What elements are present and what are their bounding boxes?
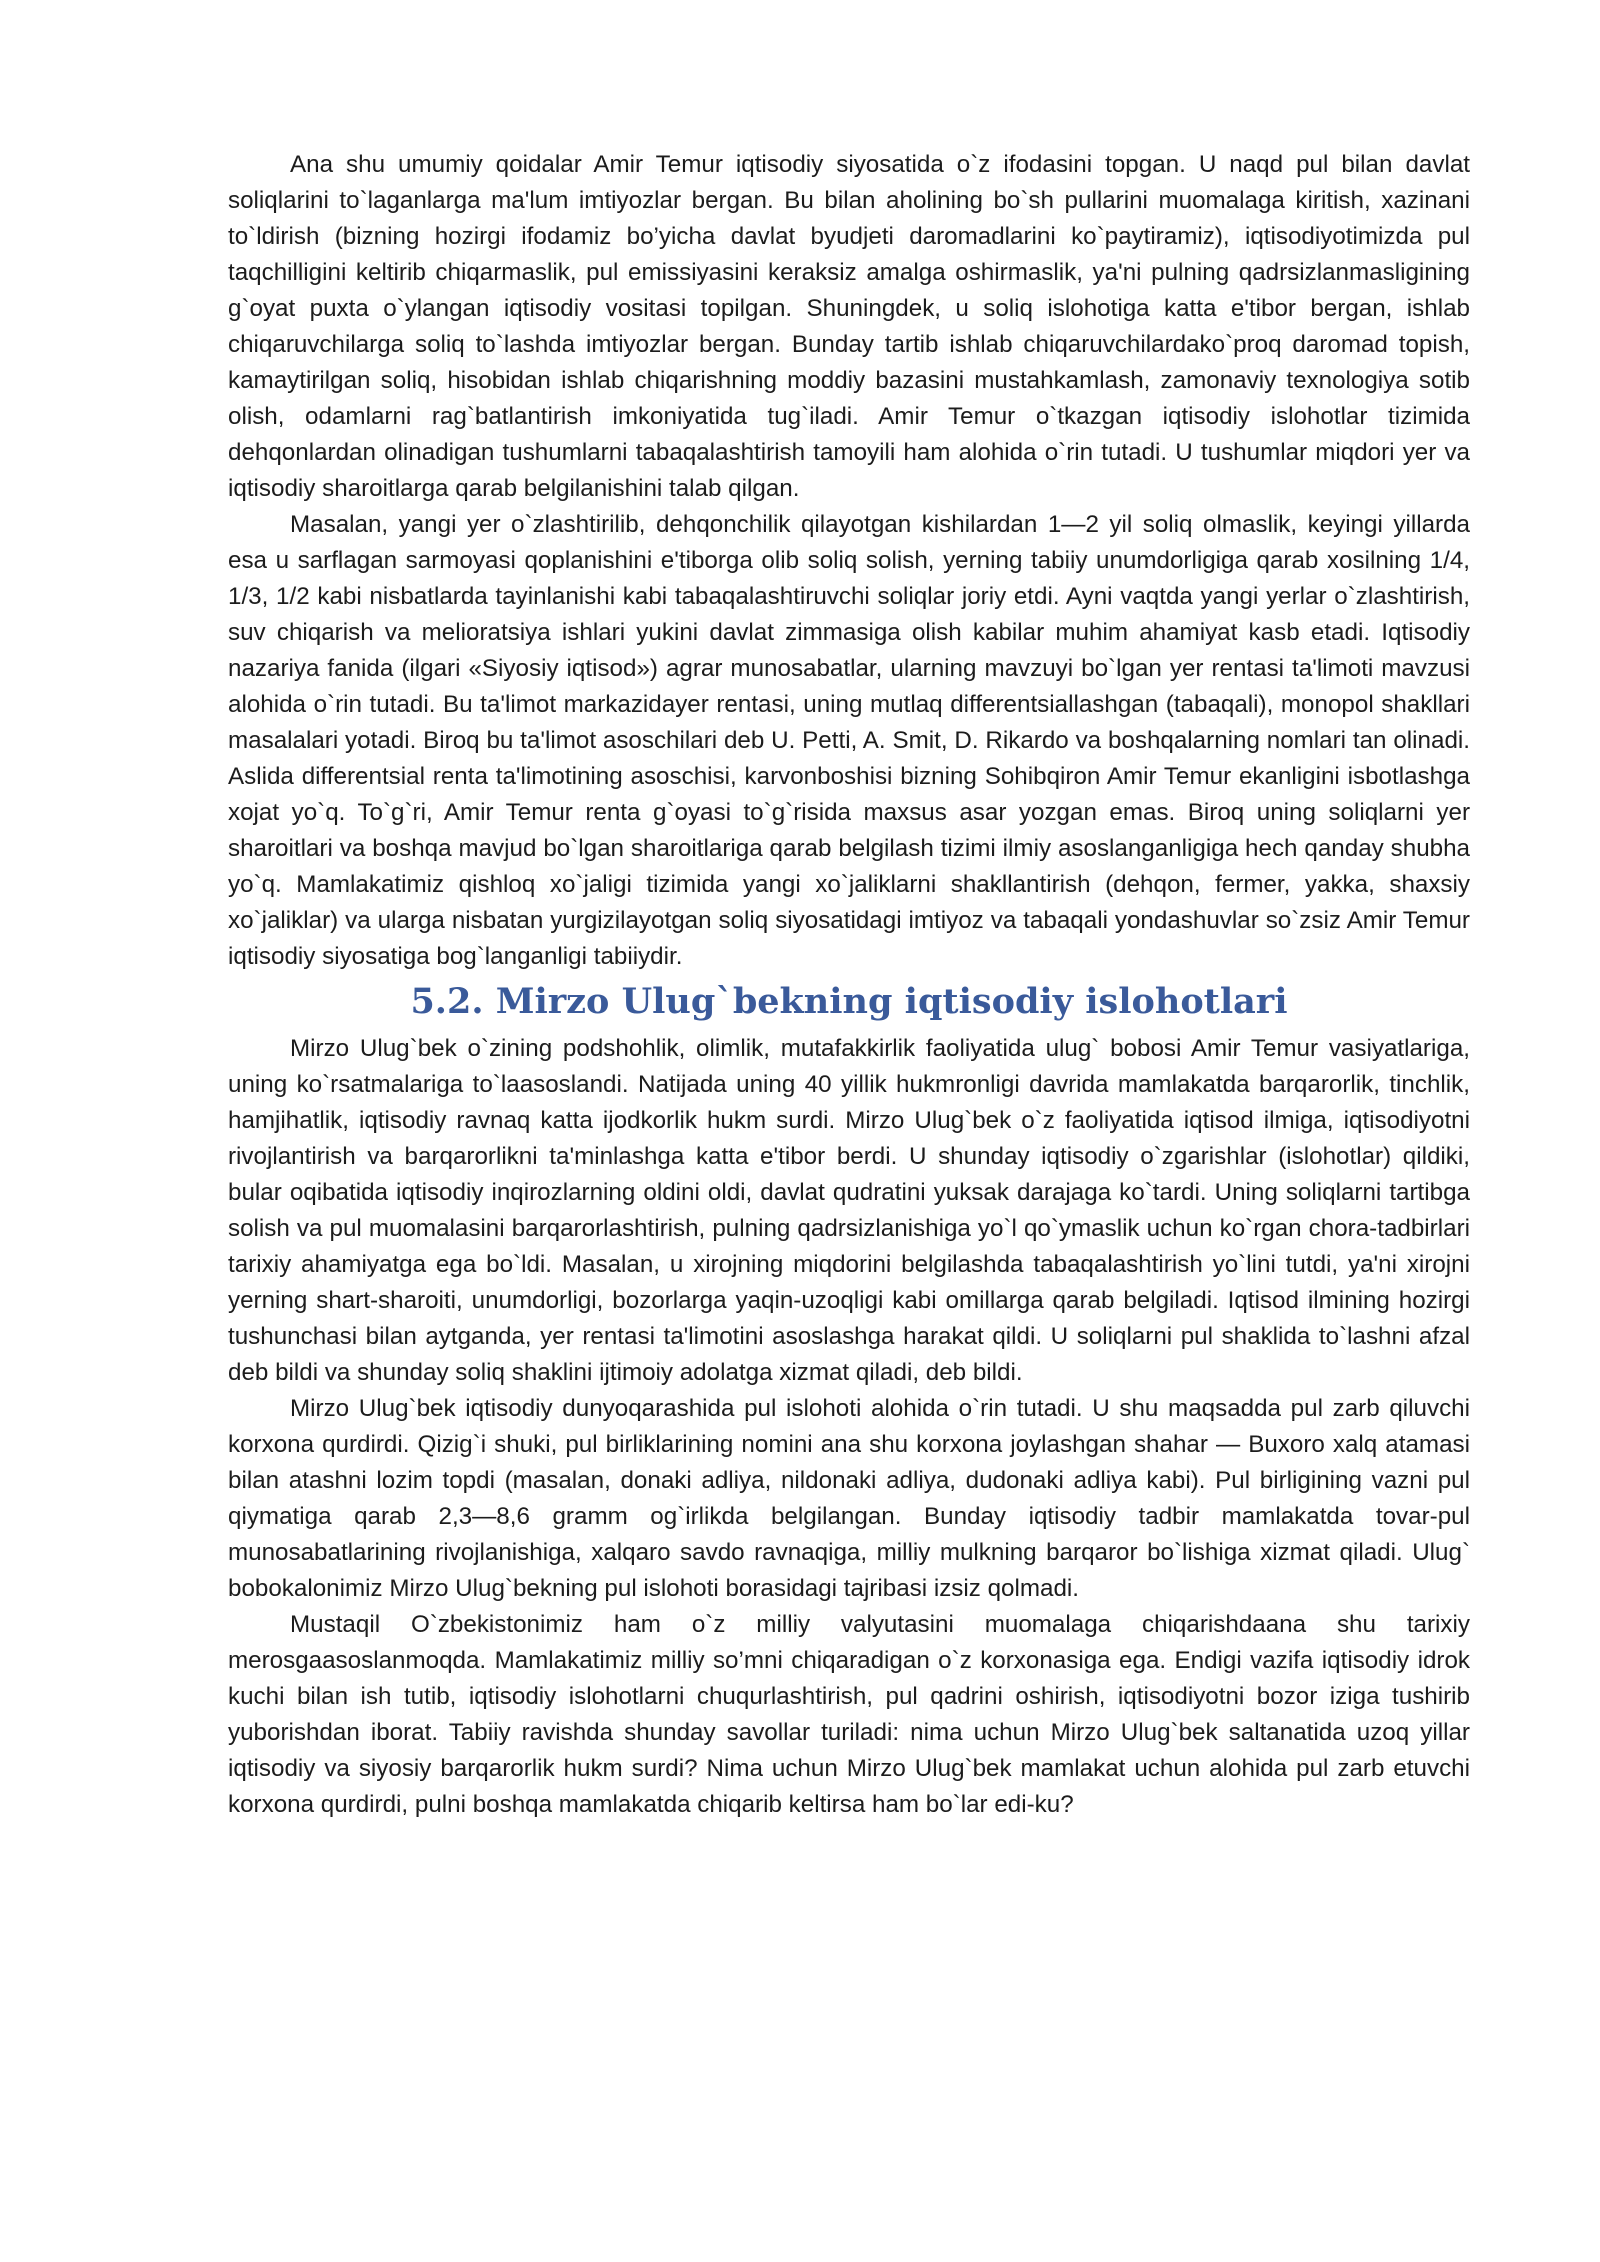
paragraph: Mirzo Ulug`bek o`zining podshohlik, olimlik, mutafakkirlik faoliyatida ulug` bobosi Amir Temur vasiyatlariga, uning ko`rsatmalariga to`laasoslandi. Natijada uning 40 yillik hukmronligi davrida mamlakatda barqarorlik, tinchlik, hamjihatlik, iqtisodiy ravnaq katta ijodkorlik hukm surdi. Mirzo Ulug`bek o`z faoliyatida iqtisod ilmiga, iqtisodiyotni rivojlantirish va barqarorlikni ta'minlashga katta e'tibor berdi. U shunday iqtisodiy o`zgarishlar (islohotlar) qildiki, bular oqibatida iqtisodiy inqirozlarning oldini oldi, davlat qudratini yuksak darajaga ko`tardi. Uning soliqlarni tartibga solish va pul muomalasini barqarorlashtirish, pulning qadrsizlanishiga yo`l qo`ymaslik uchun ko`rgan chora-tadbirlari tarixiy ahamiyatga ega bo`ldi. Masalan, u xirojning miqdorini belgilashda tabaqalashtirish yo`lini tutdi, ya'ni xirojni yerning shart-sharoiti, unumdorligi, bozorlarga yaqin-uzoqligi kabi omillarga qarab belgiladi. Iqtisod ilmining hozirgi tushunchasi bilan aytganda, yer rentasi ta'limotini asoslashga harakat qildi. U soliqlarni pul shaklida to`lashni afzal deb bildi va shunday soliq shaklini ijtimoiy adolatga xizmat qiladi, deb bildi. xyxy=(228,1035,1470,1386)
paragraph: Ana shu umumiy qoidalar Amir Temur iqtisodiy siyosatida o`z ifodasini topgan. U naqd pul bilan davlat soliqlarini to`laganlarga ma'lum imtiyozlar bergan. Bu bilan aholining bo`sh pullarini muomalaga kiritish, xazinani to`ldirish (bizning hozirgi ifodamiz bo’yicha davlat byudjeti daromadlarini ko`paytiramiz), iqtisodiyotimizda pul taqchilligini keltirib chiqarmaslik, pul emissiyasini keraksiz amalga oshirmaslik, ya'ni pulning qadrsizlanmasligining g`oyat puxta o`ylangan iqtisodiy vositasi topilgan. Shuningdek, u soliq islohotiga katta e'tibor bergan, ishlab chiqaruvchilarga soliq to`lashda imtiyozlar bergan. Bunday tartib ishlab chiqaruvchilardako`proq daromad topish, kamaytirilgan soliq, hisobidan ishlab chiqarishning moddiy bazasini mustahkamlash, zamonaviy texnologiya sotib olish, odamlarni rag`batlantirish imkoniyatida tug`iladi. Amir Temur o`tkazgan iqtisodiy islohotlar tizimida dehqonlardan olinadigan tushumlarni tabaqalashtirish tamoyili ham alohida o`rin tutadi. U tushumlar miqdori yer va iqtisodiy sharoitlarga qarab belgilanishini talab qilgan. xyxy=(228,151,1470,502)
paragraph: Mustaqil O`zbekistonimiz ham o`z milliy valyutasini muomalaga chiqarishdaana shu tarixiy merosgaasoslanmoqda. Mamlakatimiz milliy so’mni chiqaradigan o`z korxonasiga ega. Endigi vazifa iqtisodiy idrok kuchi bilan ish tutib, iqtisodiy islohotlarni chuqurlashtirish, pul qadrini oshirish, iqtisodiyotni bozor iziga tushirib yuborishdan iborat. Tabiiy ravishda shunday savollar turiladi: nima uchun Mirzo Ulug`bek saltanatida uzoq yillar iqtisodiy va siyosiy barqarorlik hukm surdi? Nima uchun Mirzo Ulug`bek mamlakat uchun alohida pul zarb etuvchi korxona qurdirdi, pulni boshqa mamlakatda chiqarib keltirsa ham bo`lar edi-ku? xyxy=(228,1611,1470,1818)
section-heading: 5.2. Mirzo Ulug`bekning iqtisodiy islohotlari xyxy=(410,981,1288,1022)
paragraph: Masalan, yangi yer o`zlashtirilib, dehqonchilik qilayotgan kishilardan 1—2 yil soliq olmaslik, keyingi yillarda esa u sarflagan sarmoyasi qoplanishini e'tiborga olib soliq solish, yerning tabiiy unumdorligiga qarab xosilning 1/4, 1/3, 1/2 kabi nisbatlarda tayinlanishi kabi tabaqalashtiruvchi soliqlar joriy etdi. Ayni vaqtda yangi yerlar o`zlashtirish, suv chiqarish va melioratsiya ishlari yukini davlat zimmasiga olish kabilar muhim ahamiyat kasb etadi. Iqtisodiy nazariya fanida (ilgari «Siyosiy iqtisod») agrar munosabatlar, ularning mavzuyi bo`lgan yer rentasi ta'limoti mavzusi alohida o`rin tutadi. Bu ta'limot markazidayer rentasi, uning mutlaq differentsiallashgan (tabaqali), monopol shakllari masalalari yotadi. Biroq bu ta'limot asoschilari deb U. Petti, A. Smit, D. Rikardo va boshqalarning nomlari tan olinadi. Aslida differentsial renta ta'limotining asoschisi, karvonboshisi bizning Sohibqiron Amir Temur ekanligini isbotlashga xojat yo`q. To`g`ri, Amir Temur renta g`oyasi to`g`risida maxsus asar yozgan emas. Biroq uning soliqlarni yer sharoitlari va boshqa mavjud bo`lgan sharoitlariga qarab belgilash tizimi ilmiy asoslanganligiga hech qanday shubha yo`q. Mamlakatimiz qishloq xo`jaligi tizimida yangi xo`jaliklarni shakllantirish (dehqon, fermer, yakka, shaxsiy xo`jaliklar) va ularga nisbatan yurgizilayotgan soliq siyosatidagi imtiyoz va tabaqali yondashuvlar so`zsiz Amir Temur iqtisodiy siyosatiga bog`langanligi tabiiydir. xyxy=(228,511,1470,970)
document-page xyxy=(228,147,1470,1823)
paragraph: Mirzo Ulug`bek iqtisodiy dunyoqarashida pul islohoti alohida o`rin tutadi. U shu maqsadda pul zarb qiluvchi korxona qurdirdi. Qizig`i shuki, pul birliklarining nomini ana shu korxona joylashgan shahar — Buxoro xalq atamasi bilan atashni lozim topdi (masalan, donaki adliya, nildonaki adliya, dudonaki adliya kabi). Pul birligining vazni pul qiymatiga qarab 2,3—8,6 gramm og`irlikda belgilangan. Bunday iqtisodiy tadbir mamlakatda tovar-pul munosabatlarining rivojlanishiga, xalqaro savdo ravnaqiga, milliy mulkning barqaror bo`lishiga xizmat qiladi. Ulug` bobokalonimiz Mirzo Ulug`bekning pul islohoti borasidagi tajribasi izsiz qolmadi. xyxy=(228,1395,1470,1602)
